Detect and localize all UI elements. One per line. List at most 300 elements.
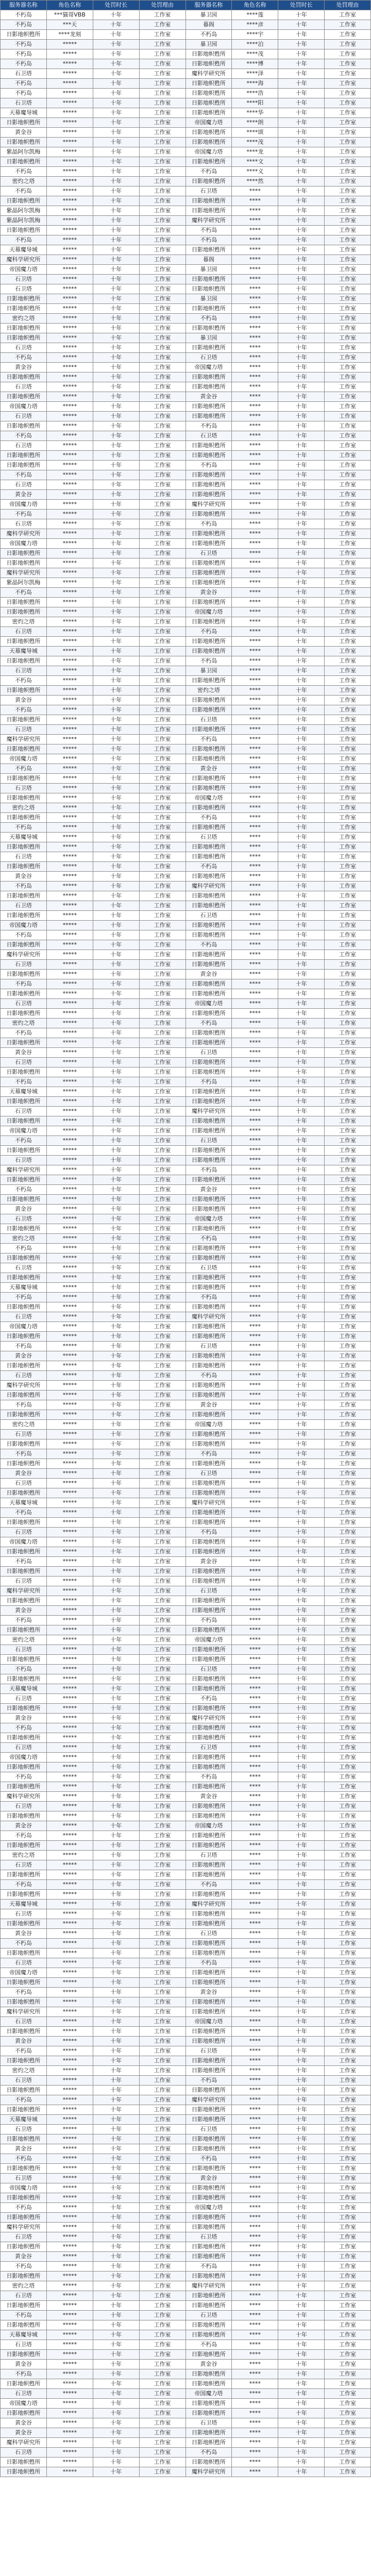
table-row xyxy=(1,353,371,363)
role-name-cell: **** xyxy=(232,372,278,382)
duration-cell: 十年 xyxy=(278,187,325,196)
reason-cell: 工作室 xyxy=(325,578,371,588)
duration-cell: 十年 xyxy=(278,2017,325,2027)
server-name-cell: 日影地帜甦所 xyxy=(185,617,232,627)
reason-cell: 工作室 xyxy=(139,1537,185,1547)
duration-cell: 十年 xyxy=(278,108,325,118)
server-name-cell: 魔科学研究所 xyxy=(185,500,232,510)
server-name-cell: 日影地帜甦所 xyxy=(185,206,232,216)
duration-cell: 十年 xyxy=(278,568,325,578)
duration-cell: 十年 xyxy=(93,940,139,950)
reason-cell: 工作室 xyxy=(139,647,185,656)
server-name-cell: 日影地帜甦所 xyxy=(185,1919,232,1929)
table-row xyxy=(1,1126,371,1136)
role-name-cell: **** xyxy=(232,833,278,842)
role-name-cell: **** xyxy=(232,1234,278,1244)
table-row xyxy=(1,970,371,979)
role-name-cell: ***** xyxy=(46,1557,93,1567)
server-name-cell: 黄金谷 xyxy=(1,1351,47,1361)
table-row xyxy=(1,1420,371,1430)
role-name-cell: ***** xyxy=(46,676,93,686)
table-row xyxy=(1,1958,371,1968)
server-name-cell: 日影地帜甦所 xyxy=(185,402,232,412)
role-name-cell: **** xyxy=(232,1136,278,1146)
role-name-cell: ***** xyxy=(46,549,93,558)
role-name-cell: ***** xyxy=(46,529,93,539)
role-name-cell: ***** xyxy=(46,1067,93,1077)
server-name-cell: 日影地帜甦所 xyxy=(1,421,47,431)
role-name-cell: **** xyxy=(232,950,278,960)
server-name-cell: 石卫塔 xyxy=(1,960,47,970)
role-name-cell: ***** xyxy=(46,833,93,842)
role-name-cell: **** xyxy=(232,2125,278,2134)
server-name-cell: 黄金谷 xyxy=(1,1821,47,1831)
reason-cell: 工作室 xyxy=(325,2409,371,2418)
server-name-cell: 日影地帜甦所 xyxy=(1,1488,47,1498)
table-row xyxy=(1,823,371,833)
duration-cell: 十年 xyxy=(93,1518,139,1528)
server-name-cell: 石卫塔 xyxy=(185,1586,232,1596)
server-name-cell: 不朽岛 xyxy=(185,735,232,744)
role-name-cell: ***** xyxy=(46,353,93,363)
reason-cell: 工作室 xyxy=(139,1733,185,1743)
duration-cell: 十年 xyxy=(278,1469,325,1479)
reason-cell: 工作室 xyxy=(325,226,371,235)
role-name-cell: **** xyxy=(232,343,278,353)
role-name-cell: **** xyxy=(232,872,278,882)
duration-cell: 十年 xyxy=(93,1978,139,1988)
role-name-cell: **** xyxy=(232,1567,278,1577)
server-name-cell: 日影地帜甦所 xyxy=(1,607,47,617)
reason-cell: 工作室 xyxy=(139,1929,185,1939)
reason-cell: 工作室 xyxy=(139,696,185,705)
server-name-cell: 日影地帜甦所 xyxy=(185,725,232,735)
duration-cell: 十年 xyxy=(93,235,139,245)
table-row xyxy=(1,2389,371,2399)
duration-cell: 十年 xyxy=(278,725,325,735)
reason-cell: 工作室 xyxy=(139,2438,185,2448)
server-name-cell: 日影地帜甦所 xyxy=(1,842,47,852)
duration-cell: 十年 xyxy=(278,500,325,510)
duration-cell: 十年 xyxy=(278,999,325,1009)
server-name-cell: 日影地帜甦所 xyxy=(185,2223,232,2232)
role-name-cell: **** xyxy=(232,421,278,431)
server-name-cell: 日影地帜甦所 xyxy=(185,1126,232,1136)
server-name-cell: 黄金谷 xyxy=(1,1469,47,1479)
server-name-cell: 黄金谷 xyxy=(185,1792,232,1802)
duration-cell: 十年 xyxy=(278,2350,325,2360)
role-name-cell: ***** xyxy=(46,872,93,882)
reason-cell: 工作室 xyxy=(325,1371,371,1381)
reason-cell: 工作室 xyxy=(325,1567,371,1577)
role-name-cell: ***** xyxy=(46,2448,93,2458)
server-name-cell: 日影地帜甦所 xyxy=(1,2105,47,2115)
duration-cell: 十年 xyxy=(278,833,325,842)
server-name-cell: 日影地帜甦所 xyxy=(185,1567,232,1577)
reason-cell: 工作室 xyxy=(139,2458,185,2467)
server-name-cell: 日影地帜甦所 xyxy=(1,1361,47,1371)
role-name-cell: ***** xyxy=(46,1577,93,1586)
duration-cell: 十年 xyxy=(278,1518,325,1528)
duration-cell: 十年 xyxy=(278,1263,325,1273)
server-name-cell: 不朽岛 xyxy=(1,1723,47,1733)
table-row xyxy=(1,1009,371,1019)
role-name-cell: **** xyxy=(232,2252,278,2262)
reason-cell: 工作室 xyxy=(139,1684,185,1694)
role-name-cell: **** xyxy=(232,1547,278,1557)
reason-cell: 工作室 xyxy=(325,588,371,598)
role-name-cell: ***** xyxy=(46,617,93,627)
role-name-cell: ****义 xyxy=(232,167,278,177)
duration-cell: 十年 xyxy=(93,911,139,921)
role-name-cell: ***天 xyxy=(46,20,93,30)
duration-cell: 十年 xyxy=(93,2438,139,2448)
role-name-cell: **** xyxy=(232,862,278,872)
server-name-cell: 黄金谷 xyxy=(185,1557,232,1567)
table-row xyxy=(1,470,371,480)
table-row xyxy=(1,1645,371,1655)
table-row xyxy=(1,872,371,882)
reason-cell: 工作室 xyxy=(139,372,185,382)
server-name-cell: 石卫塔 xyxy=(185,1743,232,1753)
server-name-cell: 不朽岛 xyxy=(1,764,47,774)
server-name-cell: 日影地帜甦所 xyxy=(185,1175,232,1185)
role-name-cell: ***** xyxy=(46,2066,93,2076)
duration-cell: 十年 xyxy=(93,2262,139,2272)
duration-cell: 十年 xyxy=(278,1214,325,1224)
table-row xyxy=(1,989,371,999)
table-row xyxy=(1,696,371,705)
duration-cell: 十年 xyxy=(278,363,325,372)
duration-cell: 十年 xyxy=(93,2399,139,2409)
duration-cell: 十年 xyxy=(278,2409,325,2418)
reason-cell: 工作室 xyxy=(139,304,185,314)
role-name-cell: **** xyxy=(232,2164,278,2174)
duration-cell: 十年 xyxy=(278,1665,325,1674)
reason-cell: 工作室 xyxy=(325,480,371,490)
duration-cell: 十年 xyxy=(278,1743,325,1753)
duration-cell: 十年 xyxy=(93,500,139,510)
table-row xyxy=(1,979,371,989)
reason-cell: 工作室 xyxy=(139,676,185,686)
role-name-cell: ***** xyxy=(46,235,93,245)
role-name-cell: ***** xyxy=(46,862,93,872)
reason-cell: 工作室 xyxy=(325,744,371,754)
role-name-cell: ***** xyxy=(46,1195,93,1205)
role-name-cell: **** xyxy=(232,1557,278,1567)
server-name-cell: 日影地帜甦所 xyxy=(1,989,47,999)
duration-cell: 十年 xyxy=(93,705,139,715)
role-name-cell: **** xyxy=(232,2330,278,2340)
server-name-cell: 日影地帜甦所 xyxy=(185,578,232,588)
role-name-cell: **** xyxy=(232,1351,278,1361)
reason-cell: 工作室 xyxy=(139,59,185,69)
role-name-cell: ***** xyxy=(46,705,93,715)
reason-cell: 工作室 xyxy=(325,1038,371,1048)
role-name-cell: **** xyxy=(232,852,278,862)
reason-cell: 工作室 xyxy=(325,1381,371,1391)
duration-cell: 十年 xyxy=(93,607,139,617)
table-row xyxy=(1,392,371,402)
server-name-cell: 日影地帜甦所 xyxy=(185,979,232,989)
role-name-cell: ***** xyxy=(46,686,93,696)
server-name-cell: 石卫塔 xyxy=(1,343,47,353)
reason-cell: 工作室 xyxy=(139,382,185,392)
reason-cell: 工作室 xyxy=(139,803,185,813)
duration-cell: 十年 xyxy=(278,1019,325,1028)
server-name-cell: 日影地帜甦所 xyxy=(185,2301,232,2311)
reason-cell: 工作室 xyxy=(139,2281,185,2291)
role-name-cell: ***** xyxy=(46,147,93,157)
duration-cell: 十年 xyxy=(93,1811,139,1821)
server-name-cell: 日影地帜甦所 xyxy=(1,1733,47,1743)
server-name-cell: 不朽岛 xyxy=(185,2262,232,2272)
reason-cell: 工作室 xyxy=(325,2458,371,2467)
duration-cell: 十年 xyxy=(93,1753,139,1762)
table-row xyxy=(1,2017,371,2027)
role-name-cell: **** xyxy=(232,1067,278,1077)
table-row xyxy=(1,754,371,764)
server-name-cell: 黄金谷 xyxy=(1,2144,47,2154)
server-name-cell: 石卫塔 xyxy=(1,480,47,490)
reason-cell: 工作室 xyxy=(139,1488,185,1498)
role-name-cell: **** xyxy=(232,1997,278,2007)
role-name-cell: ****朗 xyxy=(232,118,278,128)
duration-cell: 十年 xyxy=(278,2105,325,2115)
table-row xyxy=(1,1841,371,1851)
duration-cell: 十年 xyxy=(278,216,325,226)
reason-cell: 工作室 xyxy=(139,1391,185,1400)
role-name-cell: ***** xyxy=(46,500,93,510)
reason-cell: 工作室 xyxy=(139,1762,185,1772)
server-name-cell: 日影地帜甦所 xyxy=(1,1782,47,1792)
role-name-cell: ***** xyxy=(46,1214,93,1224)
server-name-cell: 日影地帜甦所 xyxy=(185,1997,232,2007)
reason-cell: 工作室 xyxy=(139,774,185,784)
role-name-cell: ***** xyxy=(46,1625,93,1635)
table-row xyxy=(1,245,371,255)
duration-cell: 十年 xyxy=(278,2291,325,2301)
duration-cell: 十年 xyxy=(93,1156,139,1165)
server-name-cell: 日影地帜甦所 xyxy=(1,1704,47,1714)
duration-cell: 十年 xyxy=(278,1988,325,1997)
table-row xyxy=(1,666,371,676)
reason-cell: 工作室 xyxy=(325,324,371,333)
role-name-cell: **** xyxy=(232,1606,278,1616)
table-row xyxy=(1,1028,371,1038)
table-row xyxy=(1,715,371,725)
duration-cell: 十年 xyxy=(278,921,325,930)
reason-cell: 工作室 xyxy=(325,187,371,196)
role-name-cell: **** xyxy=(232,2262,278,2272)
reason-cell: 工作室 xyxy=(139,2340,185,2350)
role-name-cell: **** xyxy=(232,725,278,735)
duration-cell: 十年 xyxy=(93,2458,139,2467)
role-name-cell: ***** xyxy=(46,2232,93,2242)
table-row xyxy=(1,167,371,177)
table-row xyxy=(1,2340,371,2350)
reason-cell: 工作室 xyxy=(139,1802,185,1811)
role-name-cell: ***** xyxy=(46,1547,93,1557)
reason-cell: 工作室 xyxy=(139,1253,185,1263)
role-name-cell: ****博 xyxy=(232,59,278,69)
role-name-cell: **** xyxy=(232,1400,278,1410)
table-row xyxy=(1,1528,371,1537)
table-row xyxy=(1,2350,371,2360)
reason-cell: 工作室 xyxy=(325,598,371,607)
reason-cell: 工作室 xyxy=(325,1205,371,1214)
reason-cell: 工作室 xyxy=(325,20,371,30)
duration-cell: 十年 xyxy=(93,1136,139,1146)
duration-cell: 十年 xyxy=(93,588,139,598)
duration-cell: 十年 xyxy=(278,676,325,686)
reason-cell: 工作室 xyxy=(139,754,185,764)
reason-cell: 工作室 xyxy=(325,754,371,764)
table-row xyxy=(1,2399,371,2409)
role-name-cell: ***** xyxy=(46,598,93,607)
header-role-name: 角色名称 xyxy=(232,1,278,10)
role-name-cell: ***** xyxy=(46,1342,93,1351)
role-name-cell: **** xyxy=(232,999,278,1009)
server-name-cell: 石卫塔 xyxy=(1,1860,47,1870)
role-name-cell: **** xyxy=(232,793,278,803)
role-name-cell: **** xyxy=(232,1038,278,1048)
duration-cell: 十年 xyxy=(278,2262,325,2272)
duration-cell: 十年 xyxy=(93,784,139,793)
duration-cell: 十年 xyxy=(93,1371,139,1381)
reason-cell: 工作室 xyxy=(139,1097,185,1107)
duration-cell: 十年 xyxy=(278,2183,325,2193)
duration-cell: 十年 xyxy=(278,2360,325,2369)
table-row xyxy=(1,1185,371,1195)
server-name-cell: 日影地帜甦所 xyxy=(1,1009,47,1019)
role-name-cell: **** xyxy=(232,2086,278,2095)
duration-cell: 十年 xyxy=(93,1263,139,1273)
server-name-cell: 石卫塔 xyxy=(185,1048,232,1058)
role-name-cell: **** xyxy=(232,284,278,294)
server-name-cell: 日影地帜甦所 xyxy=(1,118,47,128)
server-name-cell: 日影地帜甦所 xyxy=(185,1391,232,1400)
server-name-cell: 黄金谷 xyxy=(1,363,47,372)
duration-cell: 十年 xyxy=(93,2330,139,2340)
server-name-cell: 日影地帜甦所 xyxy=(1,2086,47,2095)
duration-cell: 十年 xyxy=(278,1459,325,1469)
role-name-cell: ***** xyxy=(46,216,93,226)
duration-cell: 十年 xyxy=(93,2281,139,2291)
duration-cell: 十年 xyxy=(93,735,139,744)
reason-cell: 工作室 xyxy=(139,2144,185,2154)
role-name-cell: **** xyxy=(232,803,278,813)
server-name-cell: 日影地帜甦所 xyxy=(185,1097,232,1107)
role-name-cell: **** xyxy=(232,539,278,549)
table-row xyxy=(1,1567,371,1577)
reason-cell: 工作室 xyxy=(325,1498,371,1508)
server-name-cell: 日影地帜甦所 xyxy=(185,872,232,882)
role-name-cell: **** xyxy=(232,196,278,206)
reason-cell: 工作室 xyxy=(139,49,185,59)
role-name-cell: **** xyxy=(232,1126,278,1136)
duration-cell: 十年 xyxy=(93,343,139,353)
server-name-cell: 石卫塔 xyxy=(1,1312,47,1322)
role-name-cell: **** xyxy=(232,1831,278,1841)
duration-cell: 十年 xyxy=(278,2399,325,2409)
duration-cell: 十年 xyxy=(93,2213,139,2223)
duration-cell: 十年 xyxy=(278,598,325,607)
role-name-cell: ***** xyxy=(46,2076,93,2086)
reason-cell: 工作室 xyxy=(325,392,371,402)
server-name-cell: 不朽岛 xyxy=(1,882,47,891)
server-name-cell: 日影地帜甦所 xyxy=(185,2007,232,2017)
server-name-cell: 不朽岛 xyxy=(1,40,47,49)
server-name-cell: 密灼之塔 xyxy=(1,1019,47,1028)
reason-cell: 工作室 xyxy=(139,2301,185,2311)
table-row xyxy=(1,852,371,862)
reason-cell: 工作室 xyxy=(139,2193,185,2203)
role-name-cell: ***** xyxy=(46,1841,93,1851)
reason-cell: 工作室 xyxy=(325,1302,371,1312)
role-name-cell: **** xyxy=(232,568,278,578)
duration-cell: 十年 xyxy=(278,98,325,108)
server-name-cell: 帝国魔力塔 xyxy=(1,921,47,930)
reason-cell: 工作室 xyxy=(139,1126,185,1136)
header-reason: 处罚理由 xyxy=(139,1,185,10)
role-name-cell: **** xyxy=(232,1048,278,1058)
role-name-cell: **** xyxy=(232,431,278,441)
server-name-cell: 魔科学研究所 xyxy=(1,2007,47,2017)
role-name-cell: ***** xyxy=(46,1674,93,1684)
role-name-cell: **** xyxy=(232,656,278,666)
role-name-cell: **** xyxy=(232,1469,278,1479)
role-name-cell: ***** xyxy=(46,1596,93,1606)
reason-cell: 工作室 xyxy=(139,343,185,353)
role-name-cell: **** xyxy=(232,1743,278,1753)
server-name-cell: 不朽岛 xyxy=(1,1449,47,1459)
table-row xyxy=(1,1802,371,1811)
reason-cell: 工作室 xyxy=(139,1909,185,1919)
server-name-cell: 石卫塔 xyxy=(1,901,47,911)
reason-cell: 工作室 xyxy=(139,930,185,940)
role-name-cell: **** xyxy=(232,2301,278,2311)
role-name-cell: **** xyxy=(232,705,278,715)
server-name-cell: 日影地帜甦所 xyxy=(185,1116,232,1126)
duration-cell: 十年 xyxy=(93,549,139,558)
duration-cell: 十年 xyxy=(93,1205,139,1214)
role-name-cell: **** xyxy=(232,1332,278,1342)
server-name-cell: 石卫塔 xyxy=(1,1214,47,1224)
server-name-cell: 石卫塔 xyxy=(1,1958,47,1968)
duration-cell: 十年 xyxy=(93,1048,139,1058)
role-name-cell: ***** xyxy=(46,2154,93,2164)
duration-cell: 十年 xyxy=(278,1146,325,1156)
duration-cell: 十年 xyxy=(93,412,139,421)
role-name-cell: **** xyxy=(232,1253,278,1263)
reason-cell: 工作室 xyxy=(325,1880,371,1890)
server-name-cell: 日影地帜甦所 xyxy=(185,138,232,147)
reason-cell: 工作室 xyxy=(325,1244,371,1253)
role-name-cell: **** xyxy=(232,2046,278,2056)
role-name-cell: ***** xyxy=(46,421,93,431)
reason-cell: 工作室 xyxy=(325,676,371,686)
server-name-cell: 不朽岛 xyxy=(1,89,47,98)
role-name-cell: **** xyxy=(232,1684,278,1694)
role-name-cell: **** xyxy=(232,245,278,255)
role-name-cell: **** xyxy=(232,1273,278,1283)
server-name-cell: 魔科学研究所 xyxy=(185,69,232,79)
role-name-cell: **** xyxy=(232,1655,278,1665)
duration-cell: 十年 xyxy=(93,999,139,1009)
table-row xyxy=(1,343,371,353)
reason-cell: 工作室 xyxy=(325,275,371,284)
